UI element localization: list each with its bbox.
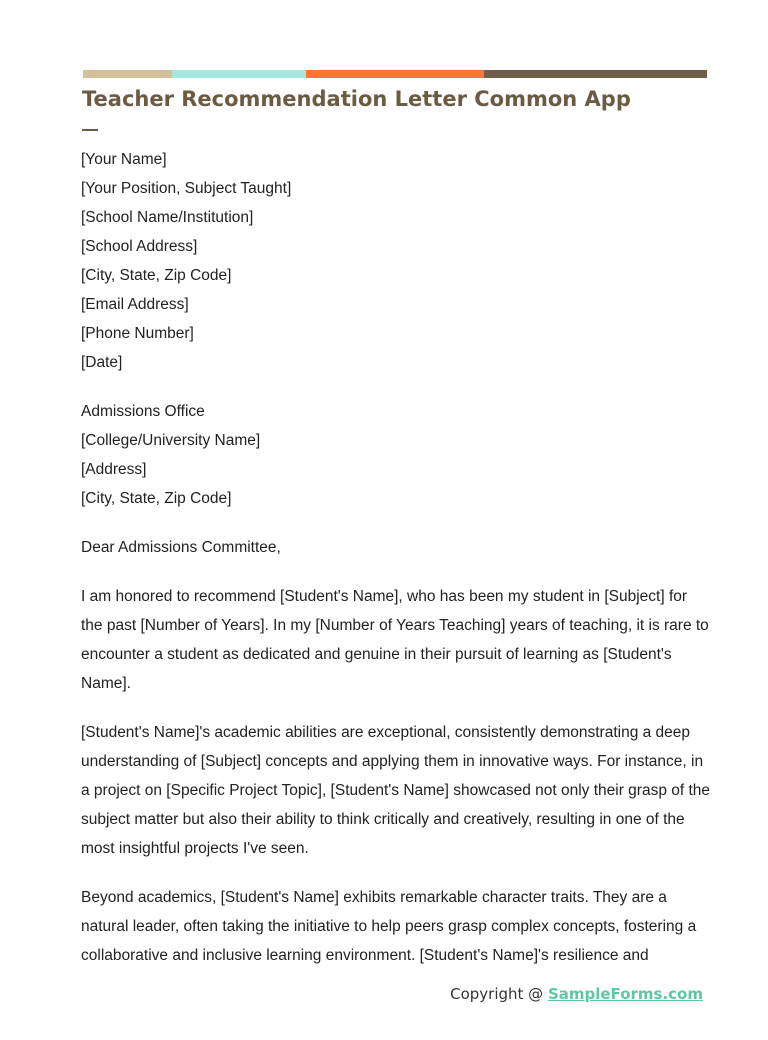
body-paragraph: Beyond academics, [Student's Name] exhibits remarkable character traits. They are a natural leader, often taking the initiative to help peers grasp complex concepts, fostering a collaborative and inclusive learning environment. [Student's Name]'s resilience and bbox=[81, 889, 697, 964]
sender-city: [City, State, Zip Code] bbox=[81, 267, 232, 284]
bar-segment-mint bbox=[172, 70, 306, 78]
recipient-city: [City, State, Zip Code] bbox=[81, 490, 232, 507]
bar-segment-brown bbox=[484, 70, 707, 78]
header-color-bar bbox=[83, 70, 707, 78]
bar-segment-orange bbox=[306, 70, 484, 78]
recipient-block bbox=[81, 397, 711, 513]
letter-date: [Date] bbox=[81, 354, 123, 371]
brand-link[interactable]: SampleForms.com bbox=[547, 985, 703, 1003]
sender-position: [Your Position, Subject Taught] bbox=[81, 180, 292, 197]
sender-name: [Your Name] bbox=[81, 151, 167, 168]
title-underline-dash bbox=[82, 129, 98, 131]
copyright-footer bbox=[450, 985, 703, 1003]
recipient-office: Admissions Office bbox=[81, 403, 205, 420]
sender-phone: [Phone Number] bbox=[81, 325, 194, 342]
salutation: Dear Admissions Committee, bbox=[81, 539, 281, 556]
copyright-text: Copyright @ bbox=[450, 985, 548, 1003]
letter-body bbox=[81, 145, 711, 990]
bar-segment-tan bbox=[83, 70, 172, 78]
sender-school-address: [School Address] bbox=[81, 238, 198, 255]
sender-school: [School Name/Institution] bbox=[81, 209, 254, 226]
page-title: Teacher Recommendation Letter Common App bbox=[82, 87, 631, 111]
sender-block bbox=[81, 145, 711, 377]
sender-email: [Email Address] bbox=[81, 296, 189, 313]
body-paragraph: [Student's Name]'s academic abilities are exceptional, consistently demonstrating a deep understanding of [Subject] concepts and applying them in innovative ways. For instance, in a project on [Specific Project Topic], [Student's Name] showcased not only their grasp of the subject matter but also their ability to think critically and creatively, resulting in one of the most insightful projects I've seen. bbox=[81, 724, 711, 857]
recipient-address: [Address] bbox=[81, 461, 147, 478]
body-paragraph: I am honored to recommend [Student's Name], who has been my student in [Subject] for the past [Number of Years]. In my [Number of Years Teaching] years of teaching, it is rare to encounter a student as dedicated and genuine in their pursuit of learning as [Student's Name]. bbox=[81, 588, 709, 692]
recipient-college: [College/University Name] bbox=[81, 432, 261, 449]
